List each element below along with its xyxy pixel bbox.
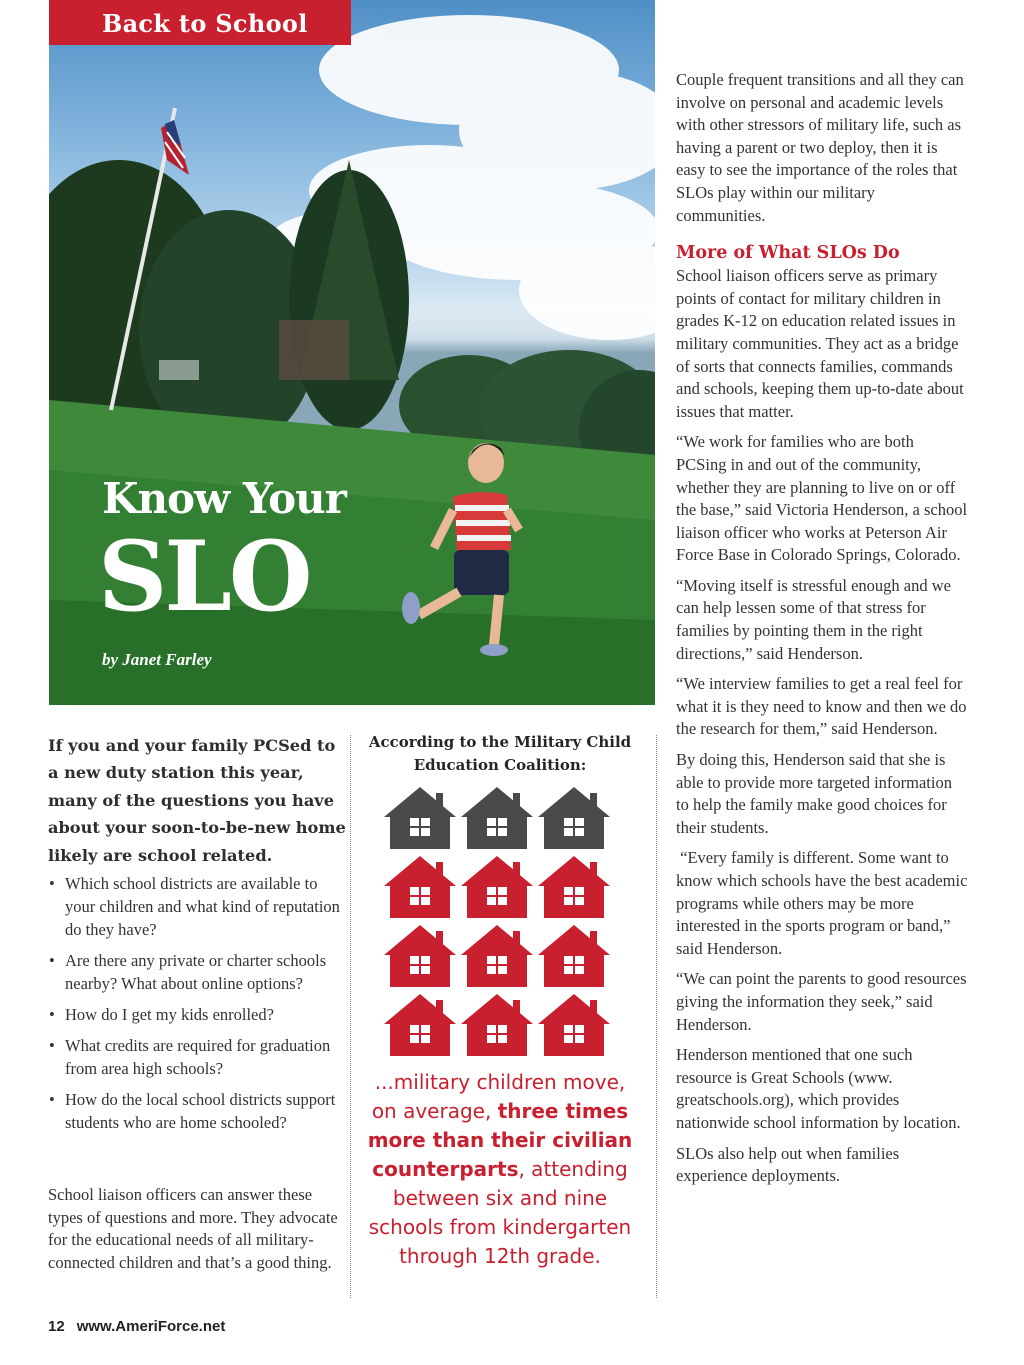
list-item: • Are there any private or charter schools nearby? What about online options? bbox=[48, 949, 348, 995]
article-title-line1: Know Your bbox=[102, 474, 346, 523]
paragraph: By doing this, Henderson said that she is able to provide more targeted information to help the family make good choices for their students. bbox=[676, 750, 952, 837]
house-icon bbox=[461, 787, 533, 849]
paragraph: “We can point the parents to good resources giving the information they seek,” said Henderson. bbox=[676, 969, 967, 1034]
list-item: • What credits are required for graduation from area high schools? bbox=[48, 1034, 348, 1080]
house-icon bbox=[538, 856, 610, 918]
footer-url[interactable]: www.AmeriForce.net bbox=[76, 1318, 226, 1335]
paragraph: “Every family is different. Some want to know which schools have the best academic programs while others may be more interested in the sports program or band,” said Henderson. bbox=[676, 848, 968, 958]
list-item: • How do I get my kids enrolled? bbox=[48, 1003, 348, 1026]
infographic-quote bbox=[362, 1068, 638, 1271]
house-icon bbox=[384, 856, 456, 918]
list-item: • Which school districts are available to your children and what kind of reputation do they have? bbox=[48, 872, 348, 941]
house-icon bbox=[461, 994, 533, 1056]
quote-part-1: ...military children move, on average, bbox=[371, 1070, 626, 1123]
column-divider bbox=[656, 735, 657, 1298]
page-number: 12 bbox=[48, 1318, 65, 1335]
house-icon-grid bbox=[384, 787, 614, 1062]
quote-bold: three times more than their civilian counterparts bbox=[367, 1099, 633, 1181]
article-title-line2: SLO bbox=[98, 520, 310, 633]
house-icon bbox=[538, 925, 610, 987]
house-icon bbox=[538, 787, 610, 849]
paragraph: “Moving itself is stressful enough and we can help lessen some of that stress for families by pointing them in the right directions,” said Henderson. bbox=[676, 575, 951, 663]
paragraph: School liaison officers serve as primary points of contact for military children in grades K-12 on education related issues in military communities. They act as a bridge of sorts that connects families, commands and schools, keeping them up-to-date about issues that matter. bbox=[676, 266, 964, 421]
question-list bbox=[48, 872, 348, 1142]
list-item: • How do the local school districts support students who are home schooled? bbox=[48, 1088, 348, 1134]
paragraph: “We work for families who are both PCSing in and out of the community, whether they are planning to live on or off the base,” said Victoria Henderson, a school liaison officer who works at Peterson Air Force Base in Colorado Springs, Colorado. bbox=[676, 432, 968, 565]
paragraph: Henderson mentioned that one such resource is Great Schools (www. greatschools.org), which provides nationwide school information by location. bbox=[676, 1045, 961, 1132]
column-divider bbox=[350, 735, 351, 1298]
house-icon bbox=[384, 994, 456, 1056]
house-icon bbox=[384, 925, 456, 987]
page-footer bbox=[48, 1318, 225, 1335]
house-icon bbox=[461, 925, 533, 987]
house-icon bbox=[538, 994, 610, 1056]
paragraph: Couple frequent transitions and all they can involve on personal and academic levels with other stressors of military life, such as having a parent or two deploy, then it is easy to see the importance of the roles that SLOs play within our military communities. bbox=[676, 70, 964, 225]
right-column bbox=[676, 69, 968, 1196]
flag-icon bbox=[161, 120, 189, 175]
subheading: More of What SLOs Do bbox=[676, 243, 900, 264]
intro-paragraph: If you and your family PCSed to a new duty station this year, many of the questions you have about your soon-to-be-new home likely are school related. bbox=[48, 736, 346, 865]
paragraph: SLOs also help out when families experience deployments. bbox=[676, 1143, 900, 1186]
paragraph: “We interview families to get a real feel for what it is they need to know and then we do the research for them,” said Henderson. bbox=[676, 674, 967, 739]
byline: by Janet Farley bbox=[102, 650, 212, 669]
house-icon bbox=[384, 787, 456, 849]
left-closing-paragraph: School liaison officers can answer these types of questions and more. They advocate for the educational needs of all military-connected children and that’s a good thing. bbox=[48, 1185, 338, 1272]
quote-part-2: , attending between six and nine schools from kindergarten through 12th grade. bbox=[368, 1157, 632, 1268]
house-grid-svg bbox=[384, 787, 614, 1062]
section-tag: Back to School bbox=[49, 0, 351, 45]
house-icon bbox=[461, 856, 533, 918]
infographic-heading: According to the Military Child Education Coalition: bbox=[368, 733, 632, 774]
